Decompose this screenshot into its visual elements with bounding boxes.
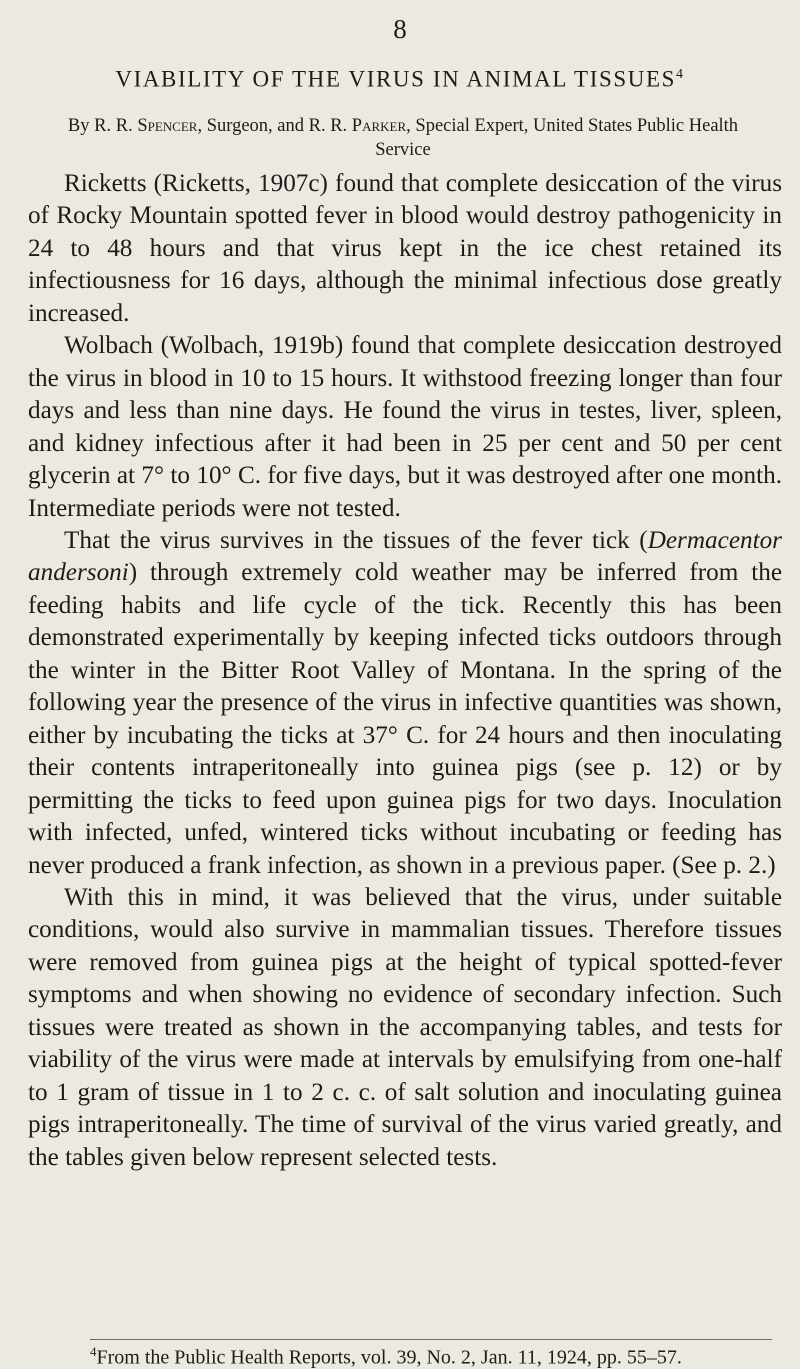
byline-by: By	[67, 116, 90, 136]
footnote	[90, 1341, 790, 1369]
author-parker: R. R. Parker	[308, 116, 407, 136]
author-parker-role: , Special Expert, United States Public Health Service	[375, 116, 739, 160]
byline	[52, 114, 754, 162]
tick-species-name: Dermacentor andersoni	[28, 526, 782, 587]
tick-text-before: That the virus survives in the tissues of the fever tick (	[64, 526, 648, 554]
author-spencer: R. R. Spencer	[94, 116, 198, 136]
article-title	[0, 60, 800, 95]
paragraph-wolbach: Wolbach (Wolbach, 1919b) found that complete desiccation destroyed the virus in blood in 10 to 15 hours. It withstood freezing longer than four days and less than nine days. He found the virus in testes, liver, spleen, and kidney infectious after it had been in 25 per cent and 50 per cent glycerin at 7° to 10° C. for five days, but it was destroyed after one month. Intermediate periods were not tested.	[28, 332, 782, 522]
footnote-text: From the Public Health Reports, vol. 39, No. 2, Jan. 11, 1924, pp. 55–57.	[96, 1346, 682, 1369]
article-body	[28, 168, 782, 1174]
paragraph-ricketts: Ricketts (Ricketts, 1907c) found that complete desiccation of the virus of Rocky Mountain spotted fever in blood would destroy pathogenicity in 24 to 48 hours and that virus kept in the ice chest retained its infectiousness for 16 days, although the minimal infectious dose greatly increased.	[28, 170, 782, 327]
author-spencer-role: , Surgeon, and	[197, 116, 309, 136]
page-number: 8	[393, 14, 407, 44]
title-footnote-mark: 4	[676, 67, 685, 82]
title-text: VIABILITY OF THE VIRUS IN ANIMAL TISSUES	[115, 66, 677, 92]
tick-text-after: ) through extremely cold weather may be inferred from the feeding habits and life cycle of the tick. Recently this has been demonstrated experimentally by keeping infected ticks outdoors through the winter in the Bitter Root Valley of Montana. In the spring of the following year the presence of the virus in infective quantities was shown, either by incubating the ticks at 37° C. for 24 hours and then inoculating their contents intraperitoneally into guinea pigs (see p. 12) or by permitting the ticks to feed upon guinea pigs for two days. Inoculation with infected, unfed, wintered ticks without incubating or feeding has never produced a frank infection, as shown in a previous paper. (See p. 2.)	[28, 559, 782, 879]
paragraph-tick	[28, 525, 782, 882]
footnote-divider	[90, 1339, 772, 1340]
footnote-mark: 4	[90, 1344, 97, 1359]
paragraph-mammalian-tissues: With this in mind, it was believed that the virus, under suitable conditions, would also survive in mammalian tissues. Therefore tissues were removed from guinea pigs at the height of typical spotted-fever symptoms and when showing no evidence of secondary infection. Such tissues were treated as shown in the accompanying tables, and tests for viability of the virus were made at intervals by emulsifying from one-half to 1 gram of tissue in 1 to 2 c. c. of salt solution and inoculating guinea pigs intraperitoneally. The time of survival of the virus varied greatly, and the tables given below represent selected tests.	[28, 883, 782, 1171]
